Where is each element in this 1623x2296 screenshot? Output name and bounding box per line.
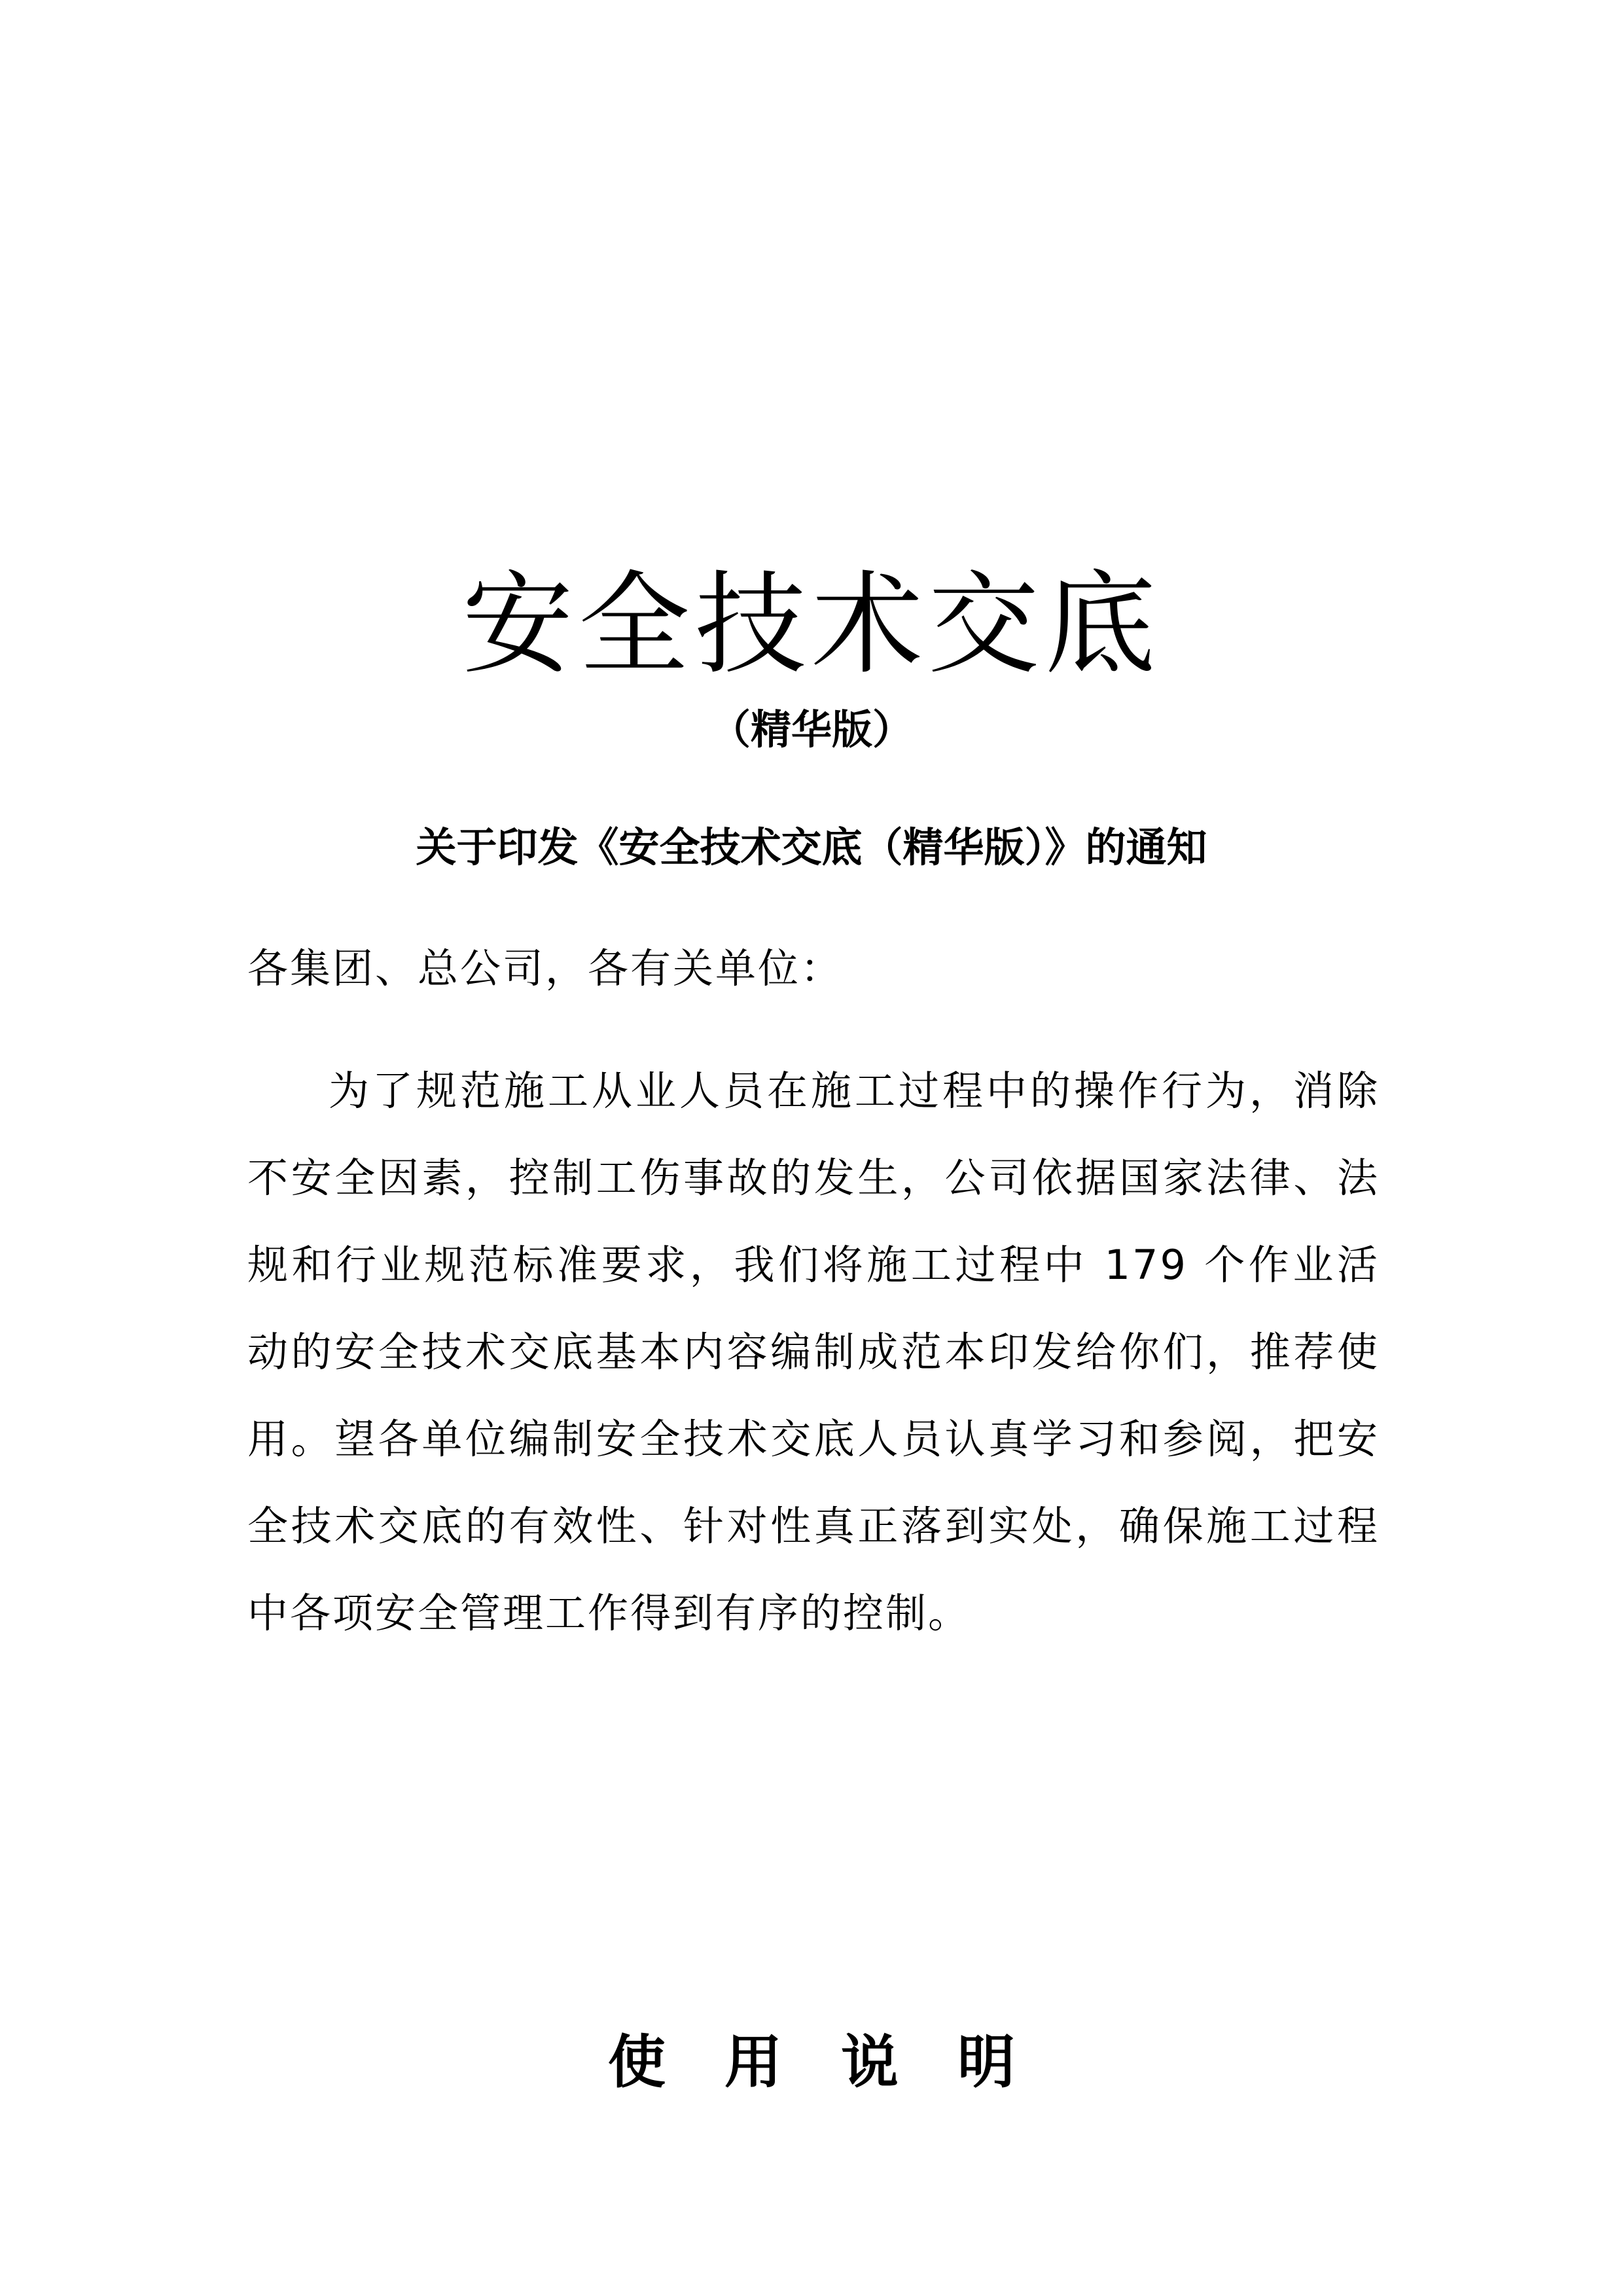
subtitle: （精华版） (709, 706, 913, 753)
main-title: 安全技术交底 (461, 560, 1161, 690)
notice-title: 关于印发《安全技术交底（精华版）》的通知 (416, 823, 1207, 871)
salutation: 各集团、总公司，各有关单位： (247, 944, 844, 992)
body-paragraph: 为了规范施工从业人员在施工过程中的操作行为，消除不安全因素，控制工伤事故的发生，公司依据国家法律、法规和行业规范标准要求，我们将施工过程中 179 个作业活动的安全技术交底基本内容编制成范本印发给你们，推荐使用。望各单位编制安全技术交底人员认真学习和参阅，把安全技术交底的有效性、针对性真正落到实处，确保施工过程中各项安全管理工作得到有序的控制。 (247, 1067, 1380, 1637)
usage-title: 使用说明 (607, 2028, 1074, 2096)
